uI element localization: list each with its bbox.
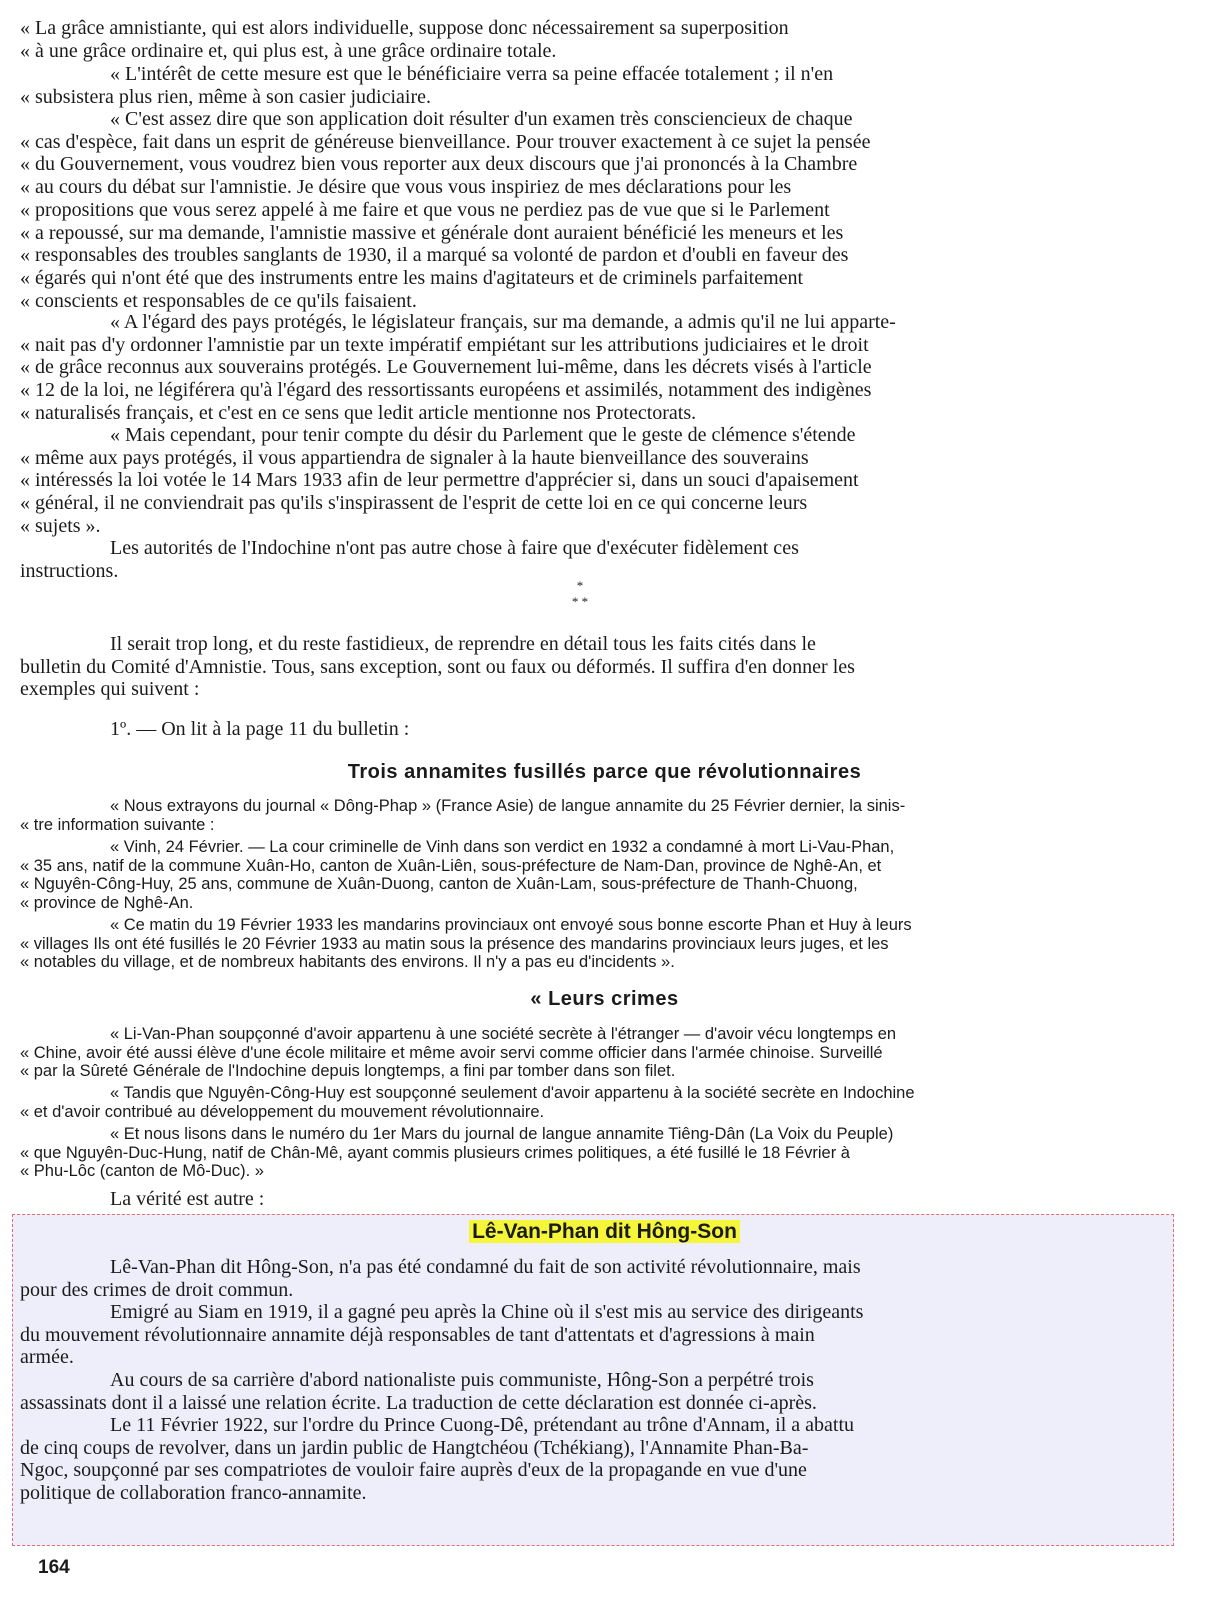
text-line: Les autorités de l'Indochine n'ont pas autre chose à faire que d'exécuter fidèlement ces: [110, 537, 799, 559]
text-line: « villages Ils ont été fusillés le 20 Février 1933 au matin sous la présence des mandarins provinciaux leurs juges, et les: [20, 934, 889, 953]
paragraph-trop-long: [20, 633, 1165, 701]
text-line: exemples qui suivent :: [20, 678, 200, 701]
paragraph-emigre: [20, 1301, 1165, 1369]
text-line: « général, il ne conviendrait pas qu'ils s'inspirassent de l'esprit de cette loi en ce qui concerne leurs: [20, 492, 808, 515]
text-line: « province de Nghê-An.: [20, 893, 194, 912]
text-line: « responsables des troubles sanglants de 1930, il a marqué sa volonté de pardon et d'oubli en faveur des: [20, 244, 849, 267]
text-line: armée.: [20, 1346, 74, 1369]
text-line: « intéressés la loi votée le 14 Mars 1933 afin de leur permettre d'apprécier si, dans un souci d'apaisement: [20, 469, 859, 492]
text-line: « propositions que vous serez appelé à me faire et que vous ne perdiez pas de vue que si le Parlement: [20, 198, 830, 221]
text-line: « du Gouvernement, vous voudrez bien vous reporter aux deux discours que j'ai prononcés à la Chambre: [20, 153, 858, 176]
text-line: « C'est assez dire que son application doit résulter d'un examen très consciencieux de chaque: [110, 108, 853, 130]
text-line: « Tandis que Nguyên-Công-Huy est soupçonné seulement d'avoir appartenu à la société secrète en Indochine: [110, 1084, 915, 1102]
text-line: « Ce matin du 19 Février 1933 les mandarins provinciaux ont envoyé sous bonne escorte Phan et Huy à leurs: [110, 916, 912, 934]
text-line: « L'intérêt de cette mesure est que le bénéficiaire verra sa peine effacée totalement ; il n'en: [110, 63, 834, 85]
text-line: « 12 de la loi, ne légiférera qu'à l'égard des ressortissants européens et assimilés, notamment des indigènes: [20, 379, 872, 402]
section-heading-crimes: « Leurs crimes: [530, 988, 679, 1010]
paragraph-carriere: [20, 1369, 1165, 1414]
paragraph-droit-commun: [20, 1256, 1165, 1301]
text-line: instructions.: [20, 559, 119, 582]
quote-ce-matin: [20, 916, 1165, 972]
text-line: « Li-Van-Phan soupçonné d'avoir appartenu à une société secrète à l'étranger — d'avoir vécu longtemps en: [110, 1025, 897, 1043]
section-separator-stars: [555, 579, 605, 613]
text-line: « par la Sûreté Générale de l'Indochine depuis longtemps, a fini par tomber dans son filet.: [20, 1062, 676, 1081]
quote-nguyen-cong-huy: [20, 1084, 1165, 1121]
text-line: « conscients et responsables de ce qu'ils faisaient.: [20, 289, 417, 312]
text-line: Le 11 Février 1922, sur l'ordre du Prince Cuong-Dê, prétendant au trône d'Annam, il a abattu: [110, 1414, 855, 1436]
text-line: « que Nguyên-Duc-Hung, natif de Chân-Mê, ayant commis plusieurs crimes politiques, a été fusillé le 18 Février à: [20, 1143, 850, 1162]
text-line: « Nous extrayons du journal « Dông-Phap » (France Asie) de langue annamite du 25 Février dernier, la sinis-: [110, 797, 906, 815]
text-line: « Mais cependant, pour tenir compte du désir du Parlement que le geste de clémence s'étende: [110, 424, 856, 446]
paragraph-11-fevrier: [20, 1414, 1165, 1505]
text-line: du mouvement révolutionnaire annamite déjà responsables de tant d'attentats et d'agressions à main: [20, 1323, 815, 1346]
quote-vinh: [20, 838, 1165, 912]
text-line: « Nguyên-Công-Huy, 25 ans, commune de Xuân-Duong, canton de Xuân-Lam, sous-préfecture de Thanh-Chuong,: [20, 875, 858, 894]
paragraph-interet-mesure: [20, 63, 1165, 108]
text-line: « naturalisés français, et c'est en ce sens que ledit article mentionne nos Protectorats.: [20, 401, 697, 424]
text-line: « de grâce reconnus aux souverains protégés. Le Gouvernement lui-même, dans les décrets visés à l'article: [20, 356, 872, 379]
text-line: « 35 ans, natif de la commune Xuân-Ho, canton de Xuân-Liên, sous-préfecture de Nam-Dan, province de Nghê-An, et: [20, 856, 882, 875]
text-line: « à une grâce ordinaire et, qui plus est, à une grâce ordinaire totale.: [20, 39, 557, 62]
text-line: Lê-Van-Phan dit Hông-Son, n'a pas été condamné du fait de son activité révolutionnaire, mais: [110, 1256, 861, 1278]
highlight-title-text: Lê-Van-Phan dit Hông-Son: [469, 1220, 740, 1243]
text-line: La vérité est autre :: [110, 1188, 265, 1210]
star-top: *: [576, 578, 584, 593]
quote-li-van-phan: [20, 1025, 1165, 1081]
paragraph-application: [20, 108, 1165, 312]
text-line: Il serait trop long, et du reste fastidieux, de reprendre en détail tous les faits cités dans le: [110, 633, 816, 655]
text-line: « cas d'espèce, fait dans un esprit de généreuse bienveillance. Pour trouver exactement à ce sujet la pensée: [20, 130, 871, 153]
text-line: « au cours du débat sur l'amnistie. Je désire que vous vous inspiriez de mes déclarations pour les: [20, 176, 792, 199]
text-line: « Phu-Lôc (canton de Mô-Duc). »: [20, 1162, 264, 1181]
text-line: « sujets ».: [20, 514, 101, 537]
text-line: « tre information suivante :: [20, 815, 215, 834]
text-line: assassinats dont il a laissé une relation écrite. La traduction de cette déclaration est donnée ci-après.: [20, 1391, 817, 1414]
quote-dong-phap: [20, 797, 1165, 834]
text-line: « et d'avoir contribué au développement du mouvement révolutionnaire.: [20, 1102, 545, 1121]
text-line: bulletin du Comité d'Amnistie. Tous, sans exception, sont ou faux ou déformés. Il suffira d'en donner les: [20, 655, 855, 678]
text-line: « même aux pays protégés, il vous appartiendra de signaler à la haute bienveillance des souverains: [20, 446, 809, 469]
text-line: 1º. — On lit à la page 11 du bulletin :: [110, 718, 410, 740]
highlight-section-title: [0, 1220, 1209, 1244]
text-line: Au cours de sa carrière d'abord nationaliste puis communiste, Hông-Son a perpétré trois: [110, 1369, 814, 1391]
text-line: « subsistera plus rien, même à son casier judiciaire.: [20, 85, 431, 108]
text-line: « notables du village, et de nombreux habitants des environs. Il n'y a pas eu d'incidents ».: [20, 953, 675, 972]
text-line: « La grâce amnistiante, qui est alors individuelle, suppose donc nécessairement sa superposition: [20, 17, 789, 39]
paragraph-autorites: [20, 537, 1165, 582]
text-line: pour des crimes de droit commun.: [20, 1278, 294, 1301]
text-line: de cinq coups de revolver, dans un jardin public de Hangtchéou (Tchékiang), l'Annamite Phan-Ba-: [20, 1436, 809, 1459]
paragraph-verite: [20, 1188, 1165, 1211]
paragraph-clemence: [20, 424, 1165, 538]
star-bottom: * *: [571, 594, 589, 609]
text-line: « Et nous lisons dans le numéro du 1er Mars du journal de langue annamite Tiêng-Dân (La Voix du Peuple): [110, 1125, 894, 1143]
text-line: « nait pas d'y ordonner l'amnistie par un texte impératif empiétant sur les attributions judiciaires et le droit: [20, 333, 869, 356]
section-heading-fusilles: Trois annamites fusillés parce que révolutionnaires: [347, 761, 862, 783]
paragraph-grace-amnistiante: [20, 17, 1165, 62]
paragraph-pays-proteges: [20, 311, 1165, 425]
text-line: « a repoussé, sur ma demande, l'amnistie massive et générale dont auraient bénéficié les meneurs et les: [20, 221, 844, 244]
text-line: « Chine, avoir été aussi élève d'une école militaire et même avoir servi comme officier dans l'armée chinoise. Surveillé: [20, 1043, 883, 1062]
page-number: 164: [38, 1557, 70, 1578]
text-line: « égarés qui n'ont été que des instruments entre les mains d'agitateurs et de criminels parfaitement: [20, 266, 804, 289]
text-line: Ngoc, soupçonné par ses compatriotes de vouloir faire auprès d'eux de la propagande en vue d'une: [20, 1459, 807, 1482]
text-line: politique de collaboration franco-annamite.: [20, 1482, 367, 1505]
text-line: Emigré au Siam en 1919, il a gagné peu après la Chine où il s'est mis au service des dirigeants: [110, 1301, 864, 1323]
item-1: [20, 718, 1165, 741]
text-line: « Vinh, 24 Février. — La cour criminelle de Vinh dans son verdict en 1932 a condamné à mort Li-Vau-Phan,: [110, 838, 895, 856]
quote-tieng-dan: [20, 1125, 1165, 1181]
text-line: « A l'égard des pays protégés, le législateur français, sur ma demande, a admis qu'il ne lui apparte-: [110, 311, 896, 333]
